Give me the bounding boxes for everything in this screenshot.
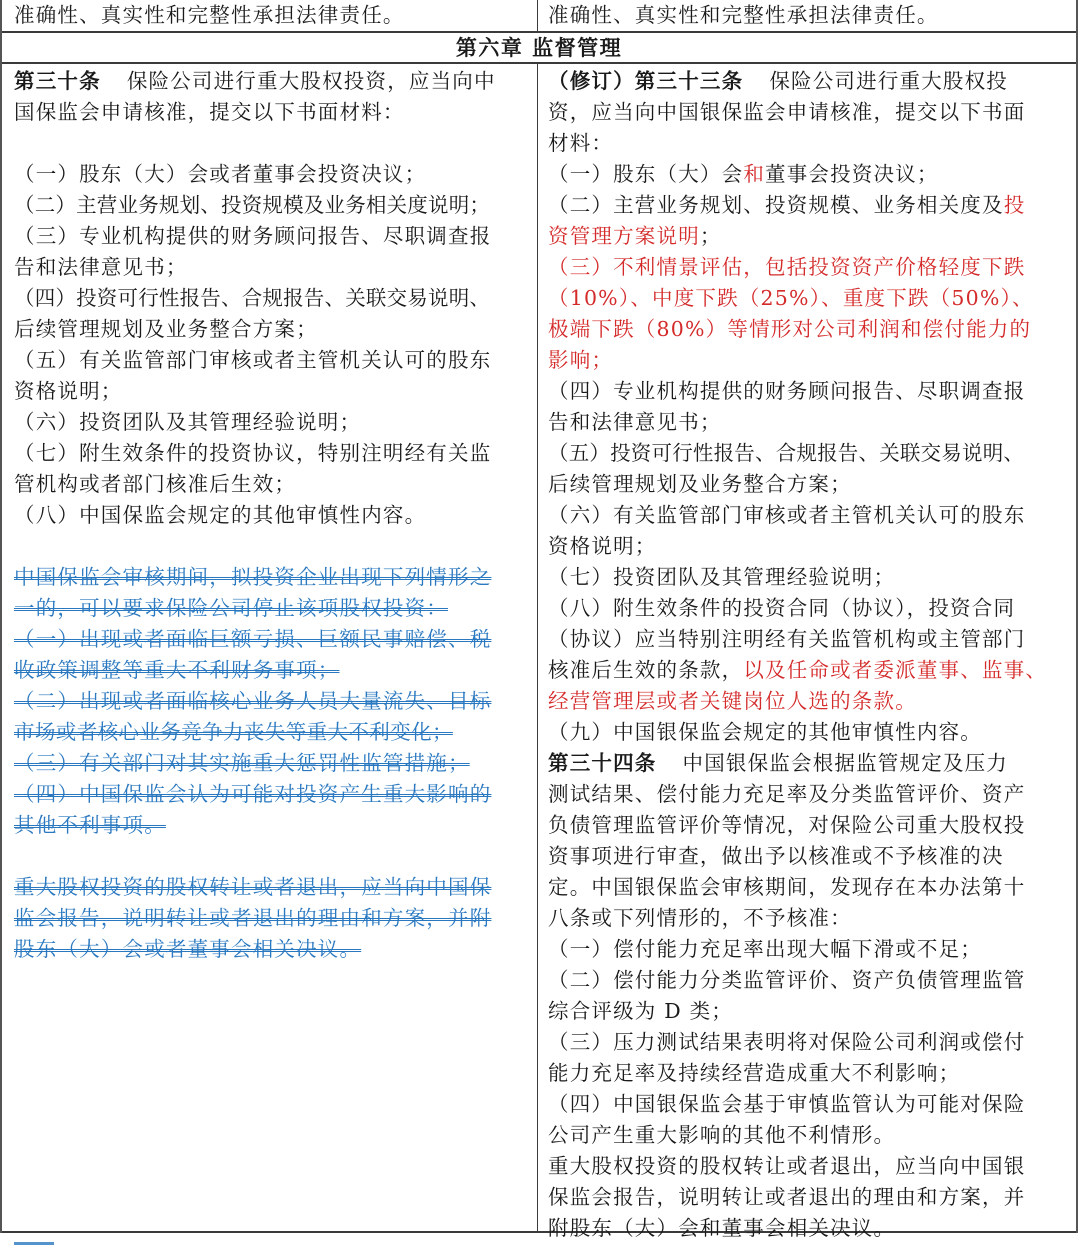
blank-line bbox=[14, 531, 529, 562]
deleted-line: 中国保监会审核期间，拟投资企业出现下列情形之 bbox=[14, 565, 492, 589]
new-text-cell bbox=[538, 0, 1076, 31]
list-item: （三）专业机构提供的财务顾问报告、尽职调查报 bbox=[14, 224, 492, 248]
table-row-previous-article-end bbox=[2, 0, 1076, 33]
chapter-header-row bbox=[2, 33, 1076, 64]
added-text: 投 bbox=[1003, 193, 1026, 217]
old-regulation-cell bbox=[2, 64, 538, 1231]
added-text: 和 bbox=[743, 162, 766, 186]
chapter-title: 第六章 监督管理 bbox=[455, 35, 623, 60]
text-line: 核准后生效的条款，以及任命或者委派董事、监事、 bbox=[548, 658, 1048, 682]
text-line: 告和法律意见书； bbox=[14, 255, 188, 279]
text-line: 材料： bbox=[548, 131, 614, 155]
list-item: （二）主营业务规划、投资规模、业务相关度及投 bbox=[548, 193, 1026, 217]
text-line: 公司产生重大影响的其他不利情形。 bbox=[548, 1123, 896, 1147]
deleted-line: 股东（大）会或者董事会相关决议。 bbox=[14, 937, 362, 961]
text-line: 管机构或者部门核准后生效； bbox=[14, 472, 297, 496]
list-item: （一）股东（大）会和董事会投资决议； bbox=[548, 162, 939, 186]
revised-regulation-cell bbox=[538, 64, 1076, 1240]
text-line: 资，应当向中国银保监会申请核准，提交以下书面 bbox=[548, 100, 1026, 124]
text-line: 资事项进行审查，做出予以核准或不予核准的决 bbox=[548, 844, 1004, 868]
blank-line bbox=[14, 128, 529, 159]
text-line: 国保监会申请核准，提交以下书面材料： bbox=[14, 100, 405, 124]
deleted-line: （四）中国保监会认为可能对投资产生重大影响的 bbox=[14, 782, 492, 806]
list-item: （八）中国保监会规定的其他审慎性内容。 bbox=[14, 503, 427, 527]
text-line: 定。中国银保监会审核期间，发现存在本办法第十 bbox=[548, 875, 1026, 899]
deleted-text-block bbox=[14, 872, 529, 965]
added-line: 经营管理层或者关键岗位人选的条款。 bbox=[548, 689, 917, 713]
list-item: （七）投资团队及其管理经验说明； bbox=[548, 565, 896, 589]
article-34-heading-line: 第三十四条 中国银保监会根据监管规定及压力 bbox=[548, 751, 1008, 775]
deleted-line: 监会报告，说明转让或者退出的理由和方案，并附 bbox=[14, 906, 492, 930]
text-line: 测试结果、偿付能力充足率及分类监管评价、资产 bbox=[548, 782, 1026, 806]
text-line: 综合评级为 D 类； bbox=[548, 999, 733, 1023]
text-line: 资格说明； bbox=[548, 534, 657, 558]
deleted-line: 重大股权投资的股权转让或者退出，应当向中国保 bbox=[14, 875, 492, 899]
article-label: （修订）第三十三条 bbox=[548, 69, 744, 93]
text-line: 告和法律意见书； bbox=[548, 410, 722, 434]
list-item: （八）附生效条件的投资合同（协议），投资合同 bbox=[548, 596, 1016, 620]
added-line: 极端下跌（80%）等情形对公司利润和偿付能力的 bbox=[548, 317, 1032, 341]
text-line: 资管理方案说明； bbox=[548, 224, 722, 248]
added-line: （10%）、中度下跌（25%）、重度下跌（50%）、 bbox=[548, 286, 1034, 310]
deleted-line: （三）有关部门对其实施重大惩罚性监管措施； bbox=[14, 751, 470, 775]
article-label: 第三十条 bbox=[14, 69, 101, 93]
old-text-cell bbox=[2, 0, 538, 31]
deleted-line: 市场或者核心业务竞争力丧失等重大不利变化； bbox=[14, 720, 453, 744]
text-line: 后续管理规划及业务整合方案； bbox=[14, 317, 318, 341]
list-item: （五）有关监管部门审核或者主管机关认可的股东 bbox=[14, 348, 492, 372]
list-item: （六）有关监管部门审核或者主管机关认可的股东 bbox=[548, 503, 1026, 527]
text-line: 资格说明； bbox=[14, 379, 123, 403]
list-item: （七）附生效条件的投资协议，特别注明经有关监 bbox=[14, 441, 492, 465]
deleted-line: （二）出现或者面临核心业务人员大量流失、目标 bbox=[14, 689, 492, 713]
list-item: （四）投资可行性报告、合规报告、关联交易说明、 bbox=[14, 286, 491, 310]
text-line: 重大股权投资的股权转让或者退出，应当向中国银 bbox=[548, 1154, 1026, 1178]
list-item: （六）投资团队及其管理经验说明； bbox=[14, 410, 362, 434]
article-30-heading-line: 第三十条 保险公司进行重大股权投资，应当向中 bbox=[14, 69, 496, 93]
table-row-article-comparison bbox=[2, 64, 1076, 1240]
deleted-line: （一）出现或者面临巨额亏损、巨额民事赔偿、税 bbox=[14, 627, 492, 651]
deleted-text-block bbox=[14, 562, 529, 841]
list-item: （二）主营业务规划、投资规模及业务相关度说明； bbox=[14, 193, 491, 217]
list-item: （二）偿付能力分类监管评价、资产负债管理监管 bbox=[548, 968, 1026, 992]
article-label: 第三十四条 bbox=[548, 751, 657, 775]
list-item: （一）偿付能力充足率出现大幅下滑或不足； bbox=[548, 937, 982, 961]
deleted-line: 一的，可以要求保险公司停止该项股权投资： bbox=[14, 596, 448, 620]
text-line: 后续管理规划及业务整合方案； bbox=[548, 472, 852, 496]
cutoff-heading-fragment bbox=[14, 1238, 58, 1245]
added-text: 以及任命或者委派董事、监事、 bbox=[743, 658, 1048, 682]
article-33-heading-line: （修订）第三十三条 保险公司进行重大股权投 bbox=[548, 69, 1009, 93]
list-item: （九）中国银保监会规定的其他审慎性内容。 bbox=[548, 720, 982, 744]
added-line: 影响； bbox=[548, 348, 614, 372]
added-item-block bbox=[548, 252, 1068, 376]
text-line: （协议）应当特别注明经有关监管机构或主管部门 bbox=[548, 627, 1026, 651]
list-item: （四）专业机构提供的财务顾问报告、尽职调查报 bbox=[548, 379, 1026, 403]
list-item: （一）股东（大）会或者董事会投资决议； bbox=[14, 162, 427, 186]
text-line: 准确性、真实性和完整性承担法律责任。 bbox=[548, 3, 939, 27]
list-item: （五）投资可行性报告、合规报告、关联交易说明、 bbox=[548, 441, 1025, 465]
text-line: 负债管理监管评价等情况，对保险公司重大股权投 bbox=[548, 813, 1026, 837]
text-line: 八条或下列情形的，不予核准： bbox=[548, 906, 852, 930]
text-line: 保监会报告，说明转让或者退出的理由和方案，并 bbox=[548, 1185, 1026, 1209]
added-line: （三）不利情景评估，包括投资资产价格轻度下跌 bbox=[548, 255, 1026, 279]
added-text: 资管理方案说明 bbox=[548, 224, 700, 248]
blank-line bbox=[14, 841, 529, 872]
text-line: 准确性、真实性和完整性承担法律责任。 bbox=[14, 3, 405, 27]
list-item: （四）中国银保监会基于审慎监管认为可能对保险 bbox=[548, 1092, 1026, 1116]
text-line: 能力充足率及持续经营造成重大不利影响； bbox=[548, 1061, 961, 1085]
deleted-line: 收政策调整等重大不利财务事项； bbox=[14, 658, 340, 682]
deleted-line: 其他不利事项。 bbox=[14, 813, 166, 837]
list-item: （三）压力测试结果表明将对保险公司利润或偿付 bbox=[548, 1030, 1026, 1054]
text-line: 附股东（大）会和董事会相关决议。 bbox=[548, 1216, 896, 1240]
